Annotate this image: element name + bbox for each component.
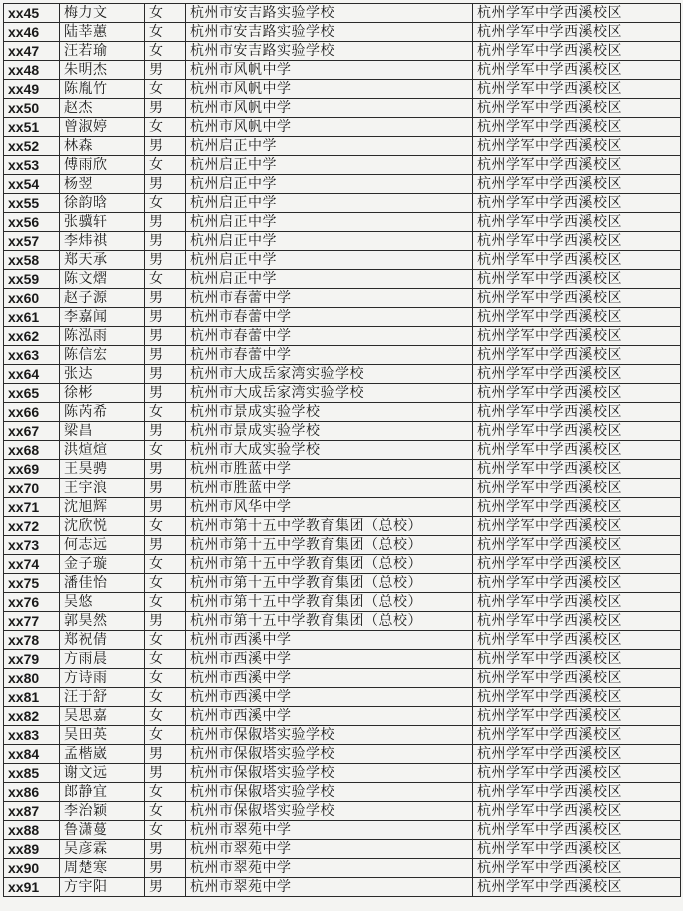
origin-school-cell: 杭州市风帆中学: [186, 118, 473, 137]
gender-cell: 女: [145, 42, 186, 61]
gender-cell: 男: [145, 859, 186, 878]
gender-cell: 男: [145, 460, 186, 479]
origin-school-cell: 杭州市西溪中学: [186, 707, 473, 726]
table-row: [4, 688, 681, 707]
table-row: [4, 593, 681, 612]
admitted-campus-cell: 杭州学军中学西溪校区: [473, 194, 681, 213]
gender-cell: 女: [145, 574, 186, 593]
admitted-campus-cell: 杭州学军中学西溪校区: [473, 23, 681, 42]
admitted-campus-cell: 杭州学军中学西溪校区: [473, 688, 681, 707]
gender-cell: 男: [145, 232, 186, 251]
student-id-cell: xx50: [4, 99, 60, 118]
admitted-campus-cell: 杭州学军中学西溪校区: [473, 80, 681, 99]
gender-cell: 男: [145, 498, 186, 517]
table-row: [4, 156, 681, 175]
origin-school-cell: 杭州市西溪中学: [186, 631, 473, 650]
student-name-cell: 王昊骋: [60, 460, 145, 479]
gender-cell: 男: [145, 612, 186, 631]
gender-cell: 女: [145, 403, 186, 422]
admitted-campus-cell: 杭州学军中学西溪校区: [473, 517, 681, 536]
gender-cell: 女: [145, 441, 186, 460]
table-row: [4, 536, 681, 555]
student-id-cell: xx76: [4, 593, 60, 612]
admitted-campus-cell: 杭州学军中学西溪校区: [473, 289, 681, 308]
student-id-cell: xx60: [4, 289, 60, 308]
origin-school-cell: 杭州市风帆中学: [186, 99, 473, 118]
table-row: [4, 42, 681, 61]
origin-school-cell: 杭州市西溪中学: [186, 650, 473, 669]
admitted-campus-cell: 杭州学军中学西溪校区: [473, 251, 681, 270]
admitted-campus-cell: 杭州学军中学西溪校区: [473, 61, 681, 80]
student-id-cell: xx64: [4, 365, 60, 384]
admitted-campus-cell: 杭州学军中学西溪校区: [473, 498, 681, 517]
student-id-cell: xx68: [4, 441, 60, 460]
table-row: [4, 555, 681, 574]
table-row: [4, 821, 681, 840]
gender-cell: 女: [145, 707, 186, 726]
admitted-campus-cell: 杭州学军中学西溪校区: [473, 707, 681, 726]
gender-cell: 女: [145, 4, 186, 23]
student-name-cell: 金子璇: [60, 555, 145, 574]
admitted-campus-cell: 杭州学军中学西溪校区: [473, 118, 681, 137]
student-name-cell: 吴思嘉: [60, 707, 145, 726]
origin-school-cell: 杭州市景成实验学校: [186, 422, 473, 441]
gender-cell: 男: [145, 365, 186, 384]
table-row: [4, 118, 681, 137]
gender-cell: 女: [145, 669, 186, 688]
student-name-cell: 陈信宏: [60, 346, 145, 365]
origin-school-cell: 杭州市翠苑中学: [186, 859, 473, 878]
gender-cell: 女: [145, 270, 186, 289]
admitted-campus-cell: 杭州学军中学西溪校区: [473, 4, 681, 23]
student-id-cell: xx81: [4, 688, 60, 707]
table-row: [4, 878, 681, 897]
student-id-cell: xx83: [4, 726, 60, 745]
student-id-cell: xx74: [4, 555, 60, 574]
student-id-cell: xx59: [4, 270, 60, 289]
admitted-campus-cell: 杭州学军中学西溪校区: [473, 764, 681, 783]
gender-cell: 男: [145, 745, 186, 764]
admitted-campus-cell: 杭州学军中学西溪校区: [473, 631, 681, 650]
student-name-cell: 周楚寒: [60, 859, 145, 878]
table-row: [4, 650, 681, 669]
admitted-campus-cell: 杭州学军中学西溪校区: [473, 422, 681, 441]
table-row: [4, 61, 681, 80]
student-id-cell: xx61: [4, 308, 60, 327]
student-id-cell: xx47: [4, 42, 60, 61]
student-id-cell: xx88: [4, 821, 60, 840]
table-row: [4, 859, 681, 878]
student-id-cell: xx62: [4, 327, 60, 346]
student-id-cell: xx71: [4, 498, 60, 517]
gender-cell: 男: [145, 536, 186, 555]
origin-school-cell: 杭州启正中学: [186, 194, 473, 213]
student-name-cell: 潘佳怡: [60, 574, 145, 593]
student-id-cell: xx52: [4, 137, 60, 156]
student-id-cell: xx82: [4, 707, 60, 726]
admitted-campus-cell: 杭州学军中学西溪校区: [473, 821, 681, 840]
origin-school-cell: 杭州启正中学: [186, 270, 473, 289]
student-name-cell: 吴彦霖: [60, 840, 145, 859]
admitted-campus-cell: 杭州学军中学西溪校区: [473, 536, 681, 555]
student-name-cell: 郑天承: [60, 251, 145, 270]
student-name-cell: 孟楷崴: [60, 745, 145, 764]
admitted-campus-cell: 杭州学军中学西溪校区: [473, 593, 681, 612]
student-id-cell: xx72: [4, 517, 60, 536]
student-name-cell: 郎静宜: [60, 783, 145, 802]
gender-cell: 男: [145, 137, 186, 156]
student-name-cell: 傅雨欣: [60, 156, 145, 175]
table-row: [4, 460, 681, 479]
student-id-cell: xx53: [4, 156, 60, 175]
table-row: [4, 726, 681, 745]
origin-school-cell: 杭州启正中学: [186, 213, 473, 232]
student-id-cell: xx69: [4, 460, 60, 479]
origin-school-cell: 杭州启正中学: [186, 137, 473, 156]
admitted-campus-cell: 杭州学军中学西溪校区: [473, 403, 681, 422]
admitted-campus-cell: 杭州学军中学西溪校区: [473, 213, 681, 232]
student-id-cell: xx65: [4, 384, 60, 403]
gender-cell: 女: [145, 821, 186, 840]
table-row: [4, 194, 681, 213]
student-name-cell: 鲁潇蔓: [60, 821, 145, 840]
table-row: [4, 137, 681, 156]
table-row: [4, 23, 681, 42]
student-name-cell: 张骥轩: [60, 213, 145, 232]
table-row: [4, 213, 681, 232]
roster-table-body: [4, 4, 681, 897]
table-row: [4, 764, 681, 783]
table-row: [4, 99, 681, 118]
student-name-cell: 方诗雨: [60, 669, 145, 688]
admitted-campus-cell: 杭州学军中学西溪校区: [473, 574, 681, 593]
student-name-cell: 方雨晨: [60, 650, 145, 669]
student-id-cell: xx87: [4, 802, 60, 821]
admitted-campus-cell: 杭州学军中学西溪校区: [473, 878, 681, 897]
student-id-cell: xx56: [4, 213, 60, 232]
gender-cell: 男: [145, 289, 186, 308]
student-id-cell: xx45: [4, 4, 60, 23]
origin-school-cell: 杭州市安吉路实验学校: [186, 4, 473, 23]
student-id-cell: xx70: [4, 479, 60, 498]
student-id-cell: xx84: [4, 745, 60, 764]
gender-cell: 男: [145, 175, 186, 194]
admitted-campus-cell: 杭州学军中学西溪校区: [473, 156, 681, 175]
student-id-cell: xx80: [4, 669, 60, 688]
origin-school-cell: 杭州启正中学: [186, 232, 473, 251]
origin-school-cell: 杭州市风华中学: [186, 498, 473, 517]
student-id-cell: xx58: [4, 251, 60, 270]
student-name-cell: 陈文熠: [60, 270, 145, 289]
student-name-cell: 赵杰: [60, 99, 145, 118]
origin-school-cell: 杭州市第十五中学教育集团（总校）: [186, 612, 473, 631]
table-row: [4, 498, 681, 517]
admitted-campus-cell: 杭州学军中学西溪校区: [473, 802, 681, 821]
gender-cell: 男: [145, 840, 186, 859]
origin-school-cell: 杭州市第十五中学教育集团（总校）: [186, 536, 473, 555]
origin-school-cell: 杭州市第十五中学教育集团（总校）: [186, 593, 473, 612]
student-name-cell: 梅力文: [60, 4, 145, 23]
origin-school-cell: 杭州启正中学: [186, 175, 473, 194]
origin-school-cell: 杭州市保俶塔实验学校: [186, 783, 473, 802]
origin-school-cell: 杭州市保俶塔实验学校: [186, 802, 473, 821]
table-row: [4, 745, 681, 764]
student-name-cell: 何志远: [60, 536, 145, 555]
origin-school-cell: 杭州市保俶塔实验学校: [186, 745, 473, 764]
gender-cell: 男: [145, 61, 186, 80]
gender-cell: 女: [145, 650, 186, 669]
admitted-campus-cell: 杭州学军中学西溪校区: [473, 859, 681, 878]
admitted-campus-cell: 杭州学军中学西溪校区: [473, 650, 681, 669]
gender-cell: 女: [145, 118, 186, 137]
table-row: [4, 631, 681, 650]
student-name-cell: 陆莘蕙: [60, 23, 145, 42]
table-row: [4, 365, 681, 384]
origin-school-cell: 杭州市胜蓝中学: [186, 479, 473, 498]
gender-cell: 女: [145, 726, 186, 745]
origin-school-cell: 杭州市胜蓝中学: [186, 460, 473, 479]
origin-school-cell: 杭州市安吉路实验学校: [186, 42, 473, 61]
student-id-cell: xx49: [4, 80, 60, 99]
origin-school-cell: 杭州市大成岳家湾实验学校: [186, 365, 473, 384]
table-row: [4, 4, 681, 23]
admitted-campus-cell: 杭州学军中学西溪校区: [473, 745, 681, 764]
table-row: [4, 308, 681, 327]
table-row: [4, 232, 681, 251]
student-id-cell: xx55: [4, 194, 60, 213]
student-name-cell: 方宇阳: [60, 878, 145, 897]
student-id-cell: xx85: [4, 764, 60, 783]
student-id-cell: xx48: [4, 61, 60, 80]
table-row: [4, 840, 681, 859]
origin-school-cell: 杭州市春蕾中学: [186, 289, 473, 308]
origin-school-cell: 杭州市翠苑中学: [186, 840, 473, 859]
admitted-campus-cell: 杭州学军中学西溪校区: [473, 365, 681, 384]
student-name-cell: 汪若瑜: [60, 42, 145, 61]
student-id-cell: xx73: [4, 536, 60, 555]
table-row: [4, 669, 681, 688]
origin-school-cell: 杭州启正中学: [186, 156, 473, 175]
student-id-cell: xx75: [4, 574, 60, 593]
table-row: [4, 802, 681, 821]
student-name-cell: 郑祝倩: [60, 631, 145, 650]
table-row: [4, 707, 681, 726]
student-id-cell: xx78: [4, 631, 60, 650]
admitted-campus-cell: 杭州学军中学西溪校区: [473, 137, 681, 156]
student-name-cell: 徐韵晗: [60, 194, 145, 213]
student-id-cell: xx57: [4, 232, 60, 251]
table-row: [4, 251, 681, 270]
table-row: [4, 517, 681, 536]
student-name-cell: 李嘉闻: [60, 308, 145, 327]
student-name-cell: 梁昌: [60, 422, 145, 441]
table-row: [4, 346, 681, 365]
origin-school-cell: 杭州市翠苑中学: [186, 821, 473, 840]
student-id-cell: xx79: [4, 650, 60, 669]
origin-school-cell: 杭州市风帆中学: [186, 61, 473, 80]
origin-school-cell: 杭州市大成实验学校: [186, 441, 473, 460]
origin-school-cell: 杭州市西溪中学: [186, 669, 473, 688]
table-row: [4, 384, 681, 403]
admitted-campus-cell: 杭州学军中学西溪校区: [473, 308, 681, 327]
gender-cell: 女: [145, 631, 186, 650]
gender-cell: 女: [145, 688, 186, 707]
table-row: [4, 327, 681, 346]
student-id-cell: xx86: [4, 783, 60, 802]
gender-cell: 女: [145, 517, 186, 536]
gender-cell: 男: [145, 764, 186, 783]
gender-cell: 女: [145, 783, 186, 802]
origin-school-cell: 杭州市第十五中学教育集团（总校）: [186, 555, 473, 574]
origin-school-cell: 杭州市第十五中学教育集团（总校）: [186, 517, 473, 536]
gender-cell: 女: [145, 156, 186, 175]
admitted-campus-cell: 杭州学军中学西溪校区: [473, 479, 681, 498]
student-name-cell: 杨翌: [60, 175, 145, 194]
origin-school-cell: 杭州市春蕾中学: [186, 327, 473, 346]
table-row: [4, 270, 681, 289]
table-row: [4, 175, 681, 194]
student-name-cell: 朱明杰: [60, 61, 145, 80]
gender-cell: 男: [145, 878, 186, 897]
student-name-cell: 沈旭辉: [60, 498, 145, 517]
gender-cell: 女: [145, 555, 186, 574]
student-name-cell: 林森: [60, 137, 145, 156]
gender-cell: 男: [145, 422, 186, 441]
gender-cell: 男: [145, 479, 186, 498]
table-row: [4, 574, 681, 593]
gender-cell: 男: [145, 99, 186, 118]
student-name-cell: 王宇浪: [60, 479, 145, 498]
student-id-cell: xx54: [4, 175, 60, 194]
gender-cell: 男: [145, 308, 186, 327]
admitted-campus-cell: 杭州学军中学西溪校区: [473, 327, 681, 346]
origin-school-cell: 杭州市第十五中学教育集团（总校）: [186, 574, 473, 593]
student-id-cell: xx51: [4, 118, 60, 137]
gender-cell: 男: [145, 346, 186, 365]
origin-school-cell: 杭州市风帆中学: [186, 80, 473, 99]
admitted-campus-cell: 杭州学军中学西溪校区: [473, 612, 681, 631]
student-name-cell: 谢文远: [60, 764, 145, 783]
student-name-cell: 李治颖: [60, 802, 145, 821]
admitted-campus-cell: 杭州学军中学西溪校区: [473, 232, 681, 251]
student-name-cell: 陈泓雨: [60, 327, 145, 346]
student-name-cell: 陈芮希: [60, 403, 145, 422]
admitted-campus-cell: 杭州学军中学西溪校区: [473, 99, 681, 118]
admitted-campus-cell: 杭州学军中学西溪校区: [473, 346, 681, 365]
student-name-cell: 郭昊然: [60, 612, 145, 631]
admission-roster-table: [3, 3, 681, 897]
origin-school-cell: 杭州市保俶塔实验学校: [186, 726, 473, 745]
table-row: [4, 422, 681, 441]
gender-cell: 男: [145, 384, 186, 403]
admitted-campus-cell: 杭州学军中学西溪校区: [473, 460, 681, 479]
student-name-cell: 张达: [60, 365, 145, 384]
gender-cell: 男: [145, 213, 186, 232]
student-id-cell: xx63: [4, 346, 60, 365]
gender-cell: 女: [145, 593, 186, 612]
admitted-campus-cell: 杭州学军中学西溪校区: [473, 175, 681, 194]
student-name-cell: 吴悠: [60, 593, 145, 612]
gender-cell: 女: [145, 194, 186, 213]
table-row: [4, 441, 681, 460]
origin-school-cell: 杭州市翠苑中学: [186, 878, 473, 897]
student-name-cell: 洪煊煊: [60, 441, 145, 460]
student-id-cell: xx91: [4, 878, 60, 897]
student-id-cell: xx66: [4, 403, 60, 422]
origin-school-cell: 杭州市景成实验学校: [186, 403, 473, 422]
admitted-campus-cell: 杭州学军中学西溪校区: [473, 42, 681, 61]
gender-cell: 女: [145, 802, 186, 821]
table-row: [4, 403, 681, 422]
table-row: [4, 783, 681, 802]
table-row: [4, 80, 681, 99]
student-id-cell: xx89: [4, 840, 60, 859]
gender-cell: 女: [145, 23, 186, 42]
origin-school-cell: 杭州启正中学: [186, 251, 473, 270]
admitted-campus-cell: 杭州学军中学西溪校区: [473, 555, 681, 574]
gender-cell: 女: [145, 80, 186, 99]
admitted-campus-cell: 杭州学军中学西溪校区: [473, 783, 681, 802]
student-id-cell: xx67: [4, 422, 60, 441]
origin-school-cell: 杭州市保俶塔实验学校: [186, 764, 473, 783]
admitted-campus-cell: 杭州学军中学西溪校区: [473, 726, 681, 745]
student-name-cell: 吴田英: [60, 726, 145, 745]
student-name-cell: 徐彬: [60, 384, 145, 403]
student-name-cell: 陈胤竹: [60, 80, 145, 99]
student-name-cell: 沈欣悦: [60, 517, 145, 536]
admitted-campus-cell: 杭州学军中学西溪校区: [473, 840, 681, 859]
origin-school-cell: 杭州市春蕾中学: [186, 346, 473, 365]
admitted-campus-cell: 杭州学军中学西溪校区: [473, 384, 681, 403]
student-name-cell: 汪于舒: [60, 688, 145, 707]
gender-cell: 男: [145, 251, 186, 270]
student-name-cell: 赵子源: [60, 289, 145, 308]
table-row: [4, 289, 681, 308]
student-id-cell: xx90: [4, 859, 60, 878]
origin-school-cell: 杭州市西溪中学: [186, 688, 473, 707]
admitted-campus-cell: 杭州学军中学西溪校区: [473, 270, 681, 289]
student-id-cell: xx46: [4, 23, 60, 42]
student-id-cell: xx77: [4, 612, 60, 631]
origin-school-cell: 杭州市大成岳家湾实验学校: [186, 384, 473, 403]
admitted-campus-cell: 杭州学军中学西溪校区: [473, 669, 681, 688]
table-row: [4, 479, 681, 498]
table-row: [4, 612, 681, 631]
student-name-cell: 李炜祺: [60, 232, 145, 251]
gender-cell: 男: [145, 327, 186, 346]
origin-school-cell: 杭州市安吉路实验学校: [186, 23, 473, 42]
student-name-cell: 曾淑婷: [60, 118, 145, 137]
admitted-campus-cell: 杭州学军中学西溪校区: [473, 441, 681, 460]
origin-school-cell: 杭州市春蕾中学: [186, 308, 473, 327]
